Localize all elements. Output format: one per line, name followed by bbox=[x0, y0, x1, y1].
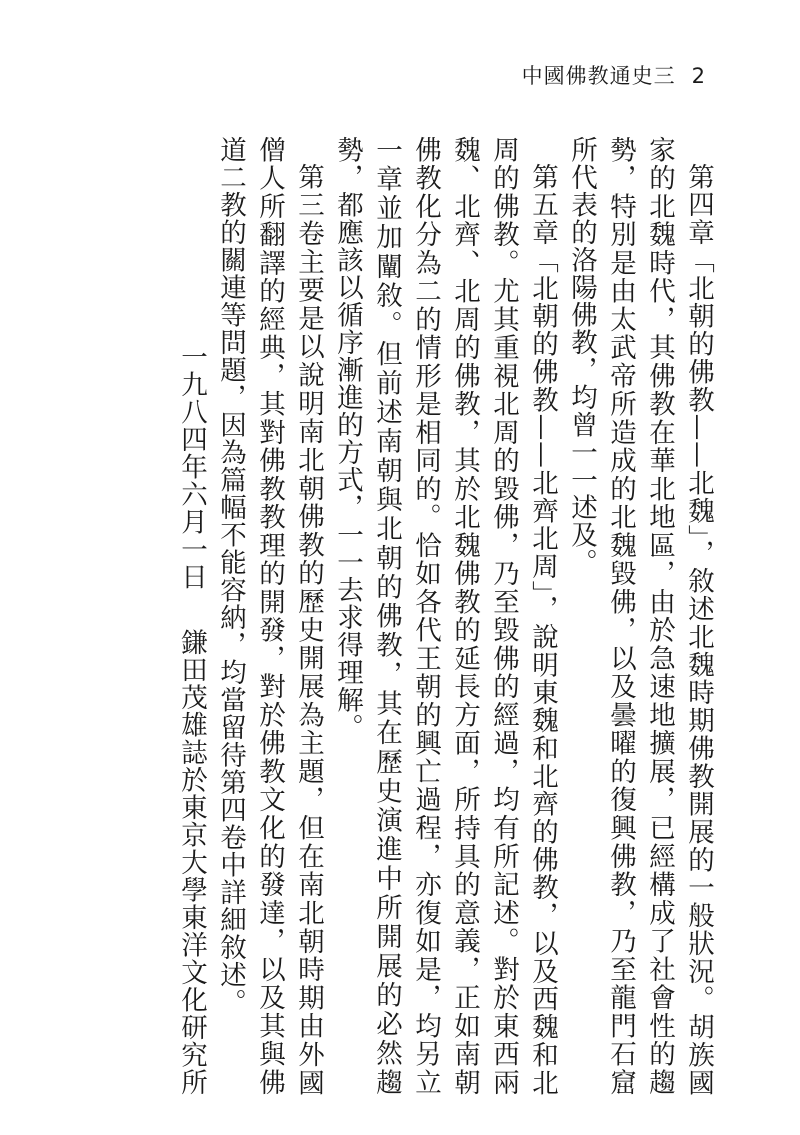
body-text bbox=[78, 136, 718, 1096]
signature-author: 鎌田茂雄誌於東京大學東洋文化研究所 bbox=[176, 628, 207, 1096]
running-header bbox=[0, 60, 706, 90]
signature bbox=[172, 136, 211, 1096]
signature-date: 一九八四年六月一日 bbox=[176, 343, 207, 591]
page-number: 2 bbox=[691, 64, 706, 88]
paragraph-volume-three: 第三卷主要是以說明南北朝佛教的歷史開展為主題，但在南北朝時期由外國僧人所翻譯的經典，其對佛教教理的開發，對於佛教文化的發達，以及其與佛道二教的關連等問題，因為篇幅不能容納，均當留待第四卷中詳細敘述。 bbox=[215, 136, 324, 1096]
paragraph-chapter-five: 第五章「北朝的佛教——北齊北周」，說明東魏和北齊的佛教，以及西魏和北周的佛教。尤其重視北周的毀佛，乃至毀佛的經過，均有所記述。對於東西兩魏、北齊、北周的佛教，其於北魏佛教的延長方面，所持具的意義，正如南朝佛教化分為二的情形是相同的。恰如各代王朝的興亡過程，亦復如是，均另立一章並加闡敘。但前述南朝與北朝的佛教，其在歷史演進中所開展的必然趨勢，都應該以循序漸進的方式，一一去求得理解。 bbox=[332, 136, 558, 1096]
book-title: 中國佛教通史三 bbox=[521, 64, 676, 88]
paragraph-chapter-four: 第四章「北朝的佛教——北魏」，敘述北魏時期佛教開展的一般狀況。胡族國家的北魏時代，其佛教在華北地區，由於急速地擴展，已經構成了社會性的趨勢，特別是由太武帝所造成的北魏毀佛，以及曇曜的復興佛教，乃至龍門石窟所代表的洛陽佛教，均曾一一述及。 bbox=[566, 136, 714, 1096]
